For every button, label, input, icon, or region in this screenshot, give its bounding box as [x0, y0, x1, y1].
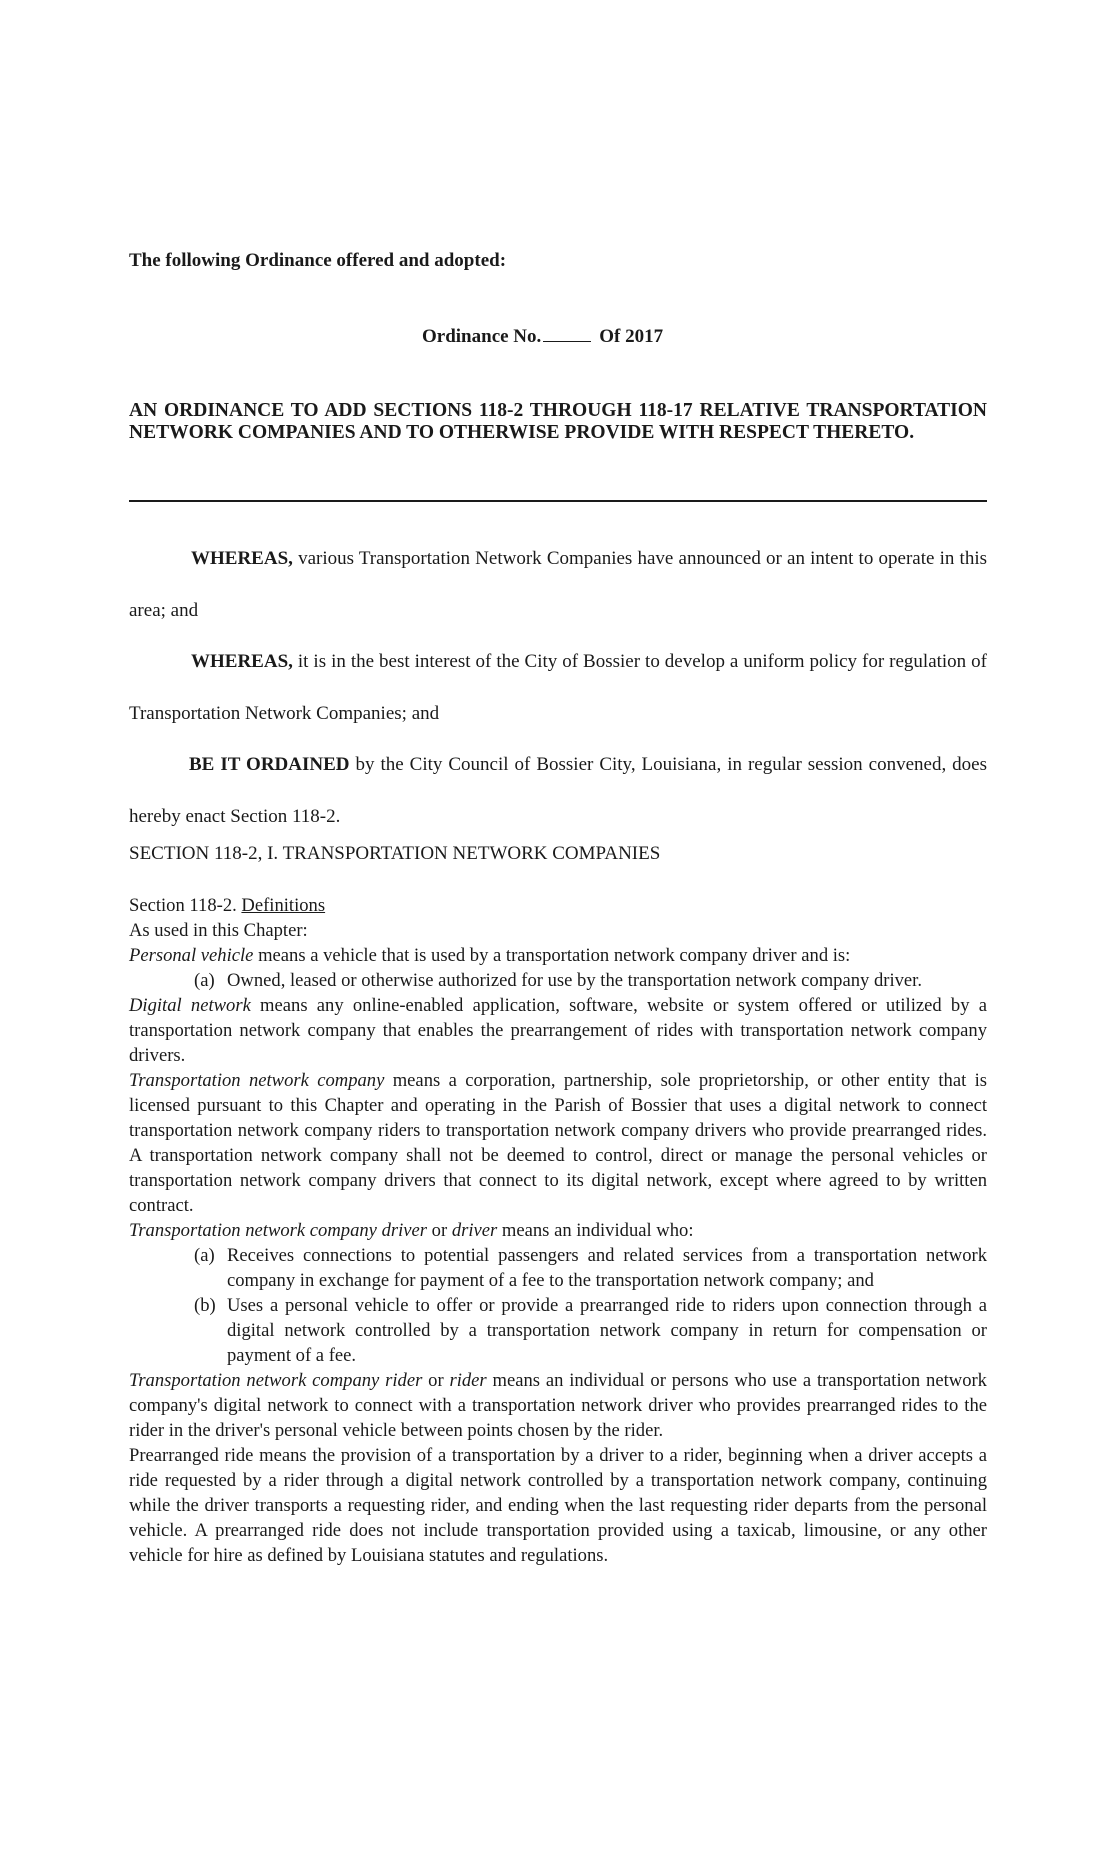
def-personal-vehicle: Personal vehicle means a vehicle that is used by a transportation network company driver and is:: [129, 945, 851, 966]
ordinance-prefix: Ordinance No.: [422, 326, 542, 347]
term-rider: rider: [449, 1370, 487, 1391]
ordained-lead: BE IT ORDAINED: [189, 754, 350, 775]
ordained-clause: [129, 739, 987, 843]
def-tnc-driver-item-a: (a) Receives connections to potential passengers and related services from a transportation network company in exchange for payment of a fee to the transportation network company; and: [194, 1245, 987, 1291]
def-digital-network: Digital network means any online-enabled application, software, website or system offered or utilized by a transportation network company that enables the prearrangement of rides with transportation network company drivers.: [129, 995, 987, 1066]
recital-1: [129, 533, 987, 637]
def-tnc-driver-item-b: (b) Uses a personal vehicle to offer or provide a prearranged ride to riders upon connection through a digital network controlled by a transportation network company in return for compensation or payment of a fee.: [194, 1295, 987, 1366]
section-heading: SECTION 118-2, I. TRANSPORTATION NETWORK COMPANIES: [129, 843, 661, 864]
recital-2: [129, 636, 987, 740]
ordinance-number-line: [422, 326, 663, 348]
term-tnc-driver: Transportation network company driver: [129, 1220, 428, 1241]
def-tnc: Transportation network company means a corporation, partnership, sole proprietorship, or other entity that is licensed pursuant to this Chapter and operating in the Parish of Bossier that uses a digital network to connect transportation network company riders to transportation network company drivers who provide prearranged rides. A transportation network company shall not be deemed to control, direct or manage the personal vehicles or transportation network company drivers that connect to its digital network, except where agreed to by written contract.: [129, 1070, 987, 1216]
title-divider: [129, 500, 987, 502]
def-prearranged-ride: Prearranged ride means the provision of a transportation by a driver to a rider, beginning when a driver accepts a ride requested by a rider through a digital network controlled by a transportation network company, continuing while the driver transports a requesting rider, and ending when the last requesting rider departs from the personal vehicle. A prearranged ride does not include transportation provided using a taxicab, limousine, or any other vehicle for hire as defined by Louisiana statutes and regulations.: [129, 1445, 987, 1566]
ordinance-year: Of 2017: [599, 326, 664, 347]
term-tnc-rider: Transportation network company rider: [129, 1370, 423, 1391]
term-digital-network: Digital network: [129, 995, 251, 1016]
intro-line: The following Ordinance offered and adopted:: [129, 250, 507, 271]
def-tnc-rider: Transportation network company rider or rider means an individual or persons who use a transportation network company's digital network to connect with a transportation network driver who provides prearranged rides to the rider in the driver's personal vehicle between points chosen by the rider.: [129, 1370, 987, 1441]
def-tnc-driver: Transportation network company driver or driver means an individual who:: [129, 1220, 694, 1241]
ordinance-number-blank: [543, 341, 591, 342]
recital-2-text: it is in the best interest of the City of Bossier to develop a uniform policy for regulation of Transportation Network Companies; and: [129, 651, 987, 724]
ordained-text: by the City Council of Bossier City, Louisiana, in regular session convened, does hereby enact Section 118-2.: [129, 754, 987, 827]
recital-1-lead: WHEREAS,: [191, 548, 293, 569]
recital-1-text: various Transportation Network Companies have announced or an intent to operate in this area; and: [129, 548, 987, 621]
ordinance-title: AN ORDINANCE TO ADD SECTIONS 118-2 THROUGH 118-17 RELATIVE TRANSPORTATION NETWORK COMPANIES AND TO OTHERWISE PROVIDE WITH RESPECT THERETO.: [129, 400, 987, 443]
def-personal-vehicle-item-a: (a) Owned, leased or otherwise authorized for use by the transportation network company driver.: [194, 970, 922, 991]
definitions-heading: [129, 893, 987, 918]
definitions-intro: As used in this Chapter:: [129, 920, 308, 941]
term-driver: driver: [451, 1220, 498, 1241]
definitions-section-title: Definitions: [241, 895, 326, 916]
recital-2-lead: WHEREAS,: [191, 651, 293, 672]
definitions-block: [129, 893, 987, 1568]
definitions-section-label: Section 118-2.: [129, 895, 237, 916]
term-tnc: Transportation network company: [129, 1070, 385, 1091]
term-personal-vehicle: Personal vehicle: [129, 945, 254, 966]
